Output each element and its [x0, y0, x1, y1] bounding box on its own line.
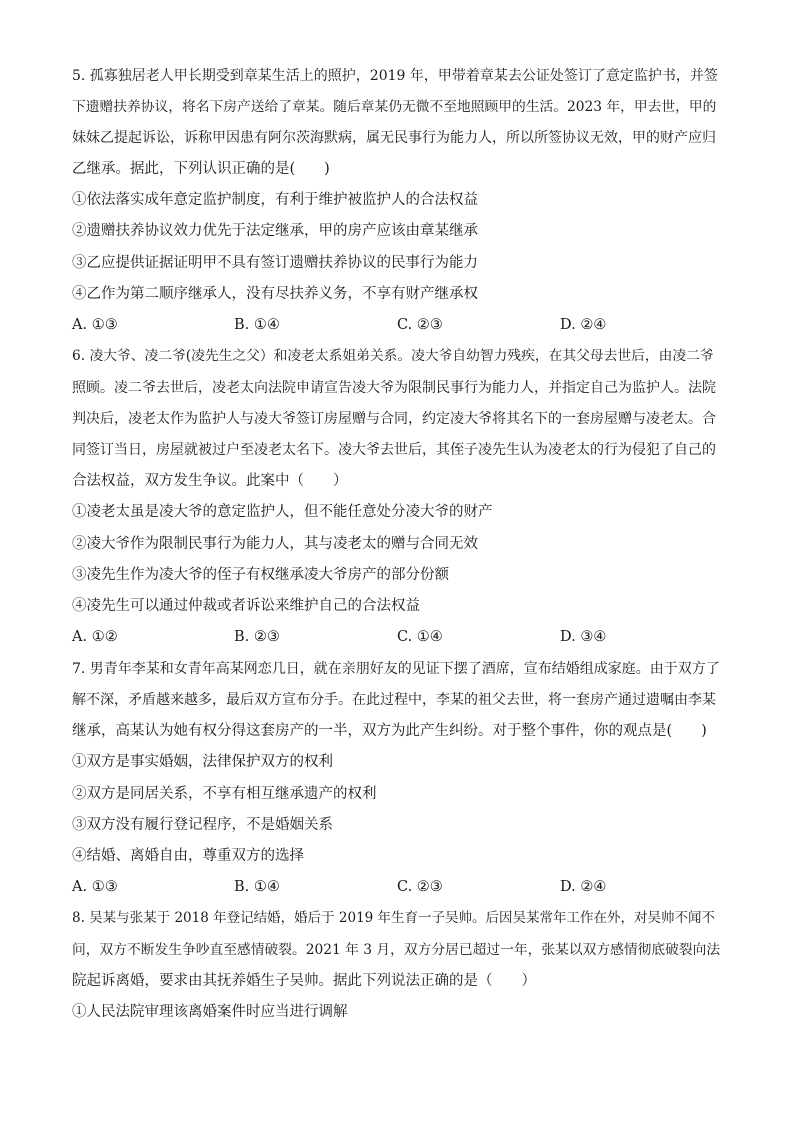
option-d[interactable]: D. ②④	[560, 879, 607, 895]
option-c[interactable]: C. ②③	[397, 879, 443, 895]
statement: ④乙作为第二顺序继承人，没有尽扶养义务，不享有财产继承权	[72, 286, 478, 302]
option-d[interactable]: D. ③④	[560, 629, 607, 645]
question-stem-line: 7. 男青年李某和女青年高某网恋几日，就在亲朋好友的见证下摆了酒席，宣布结婚组成家庭。由于双方了	[72, 661, 720, 677]
question-stem-line: 5. 孤寡独居老人甲长期受到章某生活上的照护，2019 年，甲带着章某去公证处签订了意定监护书，并签	[72, 68, 718, 84]
question-stem-line: 问，双方不断发生争吵直至感情破裂。2021 年 3 月，双方分居已超过一年，张某以双方感情彻底破裂向法	[72, 942, 721, 958]
question-stem-line: 同签订当日，房屋就被过户至凌老太名下。凌大爷去世后，其侄子凌先生认为凌老太的行为侵犯了自己的	[72, 442, 716, 458]
statement: ④凌先生可以通过仲裁或者诉讼来维护自己的合法权益	[72, 598, 420, 614]
option-a[interactable]: A. ①③	[72, 317, 118, 333]
question-stem-line: 8. 吴某与张某于 2018 年登记结婚，婚后于 2019 年生育一子吴帅。后因吴某常年工作在外，对吴帅不闻不	[72, 910, 716, 926]
question-stem-line: 继承，高某认为她有权分得这套房产的一半，双方为此产生纠纷。对于整个事件，你的观点是( )	[72, 723, 707, 739]
option-d[interactable]: D. ②④	[560, 317, 607, 333]
statement: ①凌老太虽是凌大爷的意定监护人，但不能任意处分凌大爷的财产	[72, 504, 493, 520]
question-stem-line: 6. 凌大爷、凌二爷(凌先生之父）和凌老太系姐弟关系。凌大爷自幼智力残疾，在其父母去世后，由凌二爷	[72, 348, 714, 364]
question-stem-line: 照顾。凌二爷去世后，凌老太向法院申请宣告凌大爷为限制民事行为能力人，并指定自己为监护人。法院	[72, 380, 716, 396]
answer-options	[72, 315, 732, 335]
question-stem-line: 合法权益，双方发生争议。此案中（ ）	[72, 473, 348, 489]
question-stem-line: 解不深，矛盾越来越多，最后双方宣布分手。在此过程中，李某的祖父去世，将一套房产通过遗嘱由李某	[72, 692, 716, 708]
statement: ③乙应提供证据证明甲不具有签订遗赠扶养协议的民事行为能力	[72, 255, 478, 271]
statement: ②凌大爷作为限制民事行为能力人，其与凌老太的赠与合同无效	[72, 536, 478, 552]
option-b[interactable]: B. ①④	[234, 879, 280, 895]
statement: ①依法落实成年意定监护制度，有利于维护被监护人的合法权益	[72, 192, 478, 208]
answer-options	[72, 627, 732, 647]
option-a[interactable]: A. ①③	[72, 879, 118, 895]
statement: ①人民法院审理该离婚案件时应当进行调解	[72, 1004, 348, 1020]
question-stem-line: 下遗赠扶养协议，将名下房产送给了章某。随后章某仍无微不至地照顾甲的生活。2023 年，甲去世，甲的	[72, 99, 717, 115]
option-b[interactable]: B. ①④	[234, 317, 280, 333]
option-c[interactable]: C. ②③	[397, 317, 443, 333]
statement: ②遗赠扶养协议效力优先于法定继承，甲的房产应该由章某继承	[72, 223, 478, 239]
question-stem-line: 院起诉离婚，要求由其抚养婚生子吴帅。据此下列说法正确的是（ ）	[72, 973, 536, 989]
statement: ③凌先生作为凌大爷的侄子有权继承凌大爷房产的部分份额	[72, 567, 449, 583]
statement: ④结婚、离婚自由，尊重双方的选择	[72, 848, 304, 864]
option-b[interactable]: B. ②③	[234, 629, 280, 645]
statement: ③双方没有履行登记程序，不是婚姻关系	[72, 817, 333, 833]
statement: ①双方是事实婚姻，法律保护双方的权利	[72, 754, 333, 770]
statement: ②双方是同居关系，不享有相互继承遗产的权利	[72, 786, 377, 802]
question-stem-line: 判决后，凌老太作为监护人与凌大爷签订房屋赠与合同，约定凌大爷将其名下的一套房屋赠与凌老太。合	[72, 411, 716, 427]
answer-options	[72, 877, 732, 897]
option-c[interactable]: C. ①④	[397, 629, 443, 645]
question-stem-line: 妹妹乙提起诉讼，诉称甲因患有阿尔茨海默病，属无民事行为能力人，所以所签协议无效，甲的财产应归	[72, 130, 716, 146]
question-stem-line: 乙继承。据此，下列认识正确的是( )	[72, 161, 330, 177]
option-a[interactable]: A. ①②	[72, 629, 118, 645]
